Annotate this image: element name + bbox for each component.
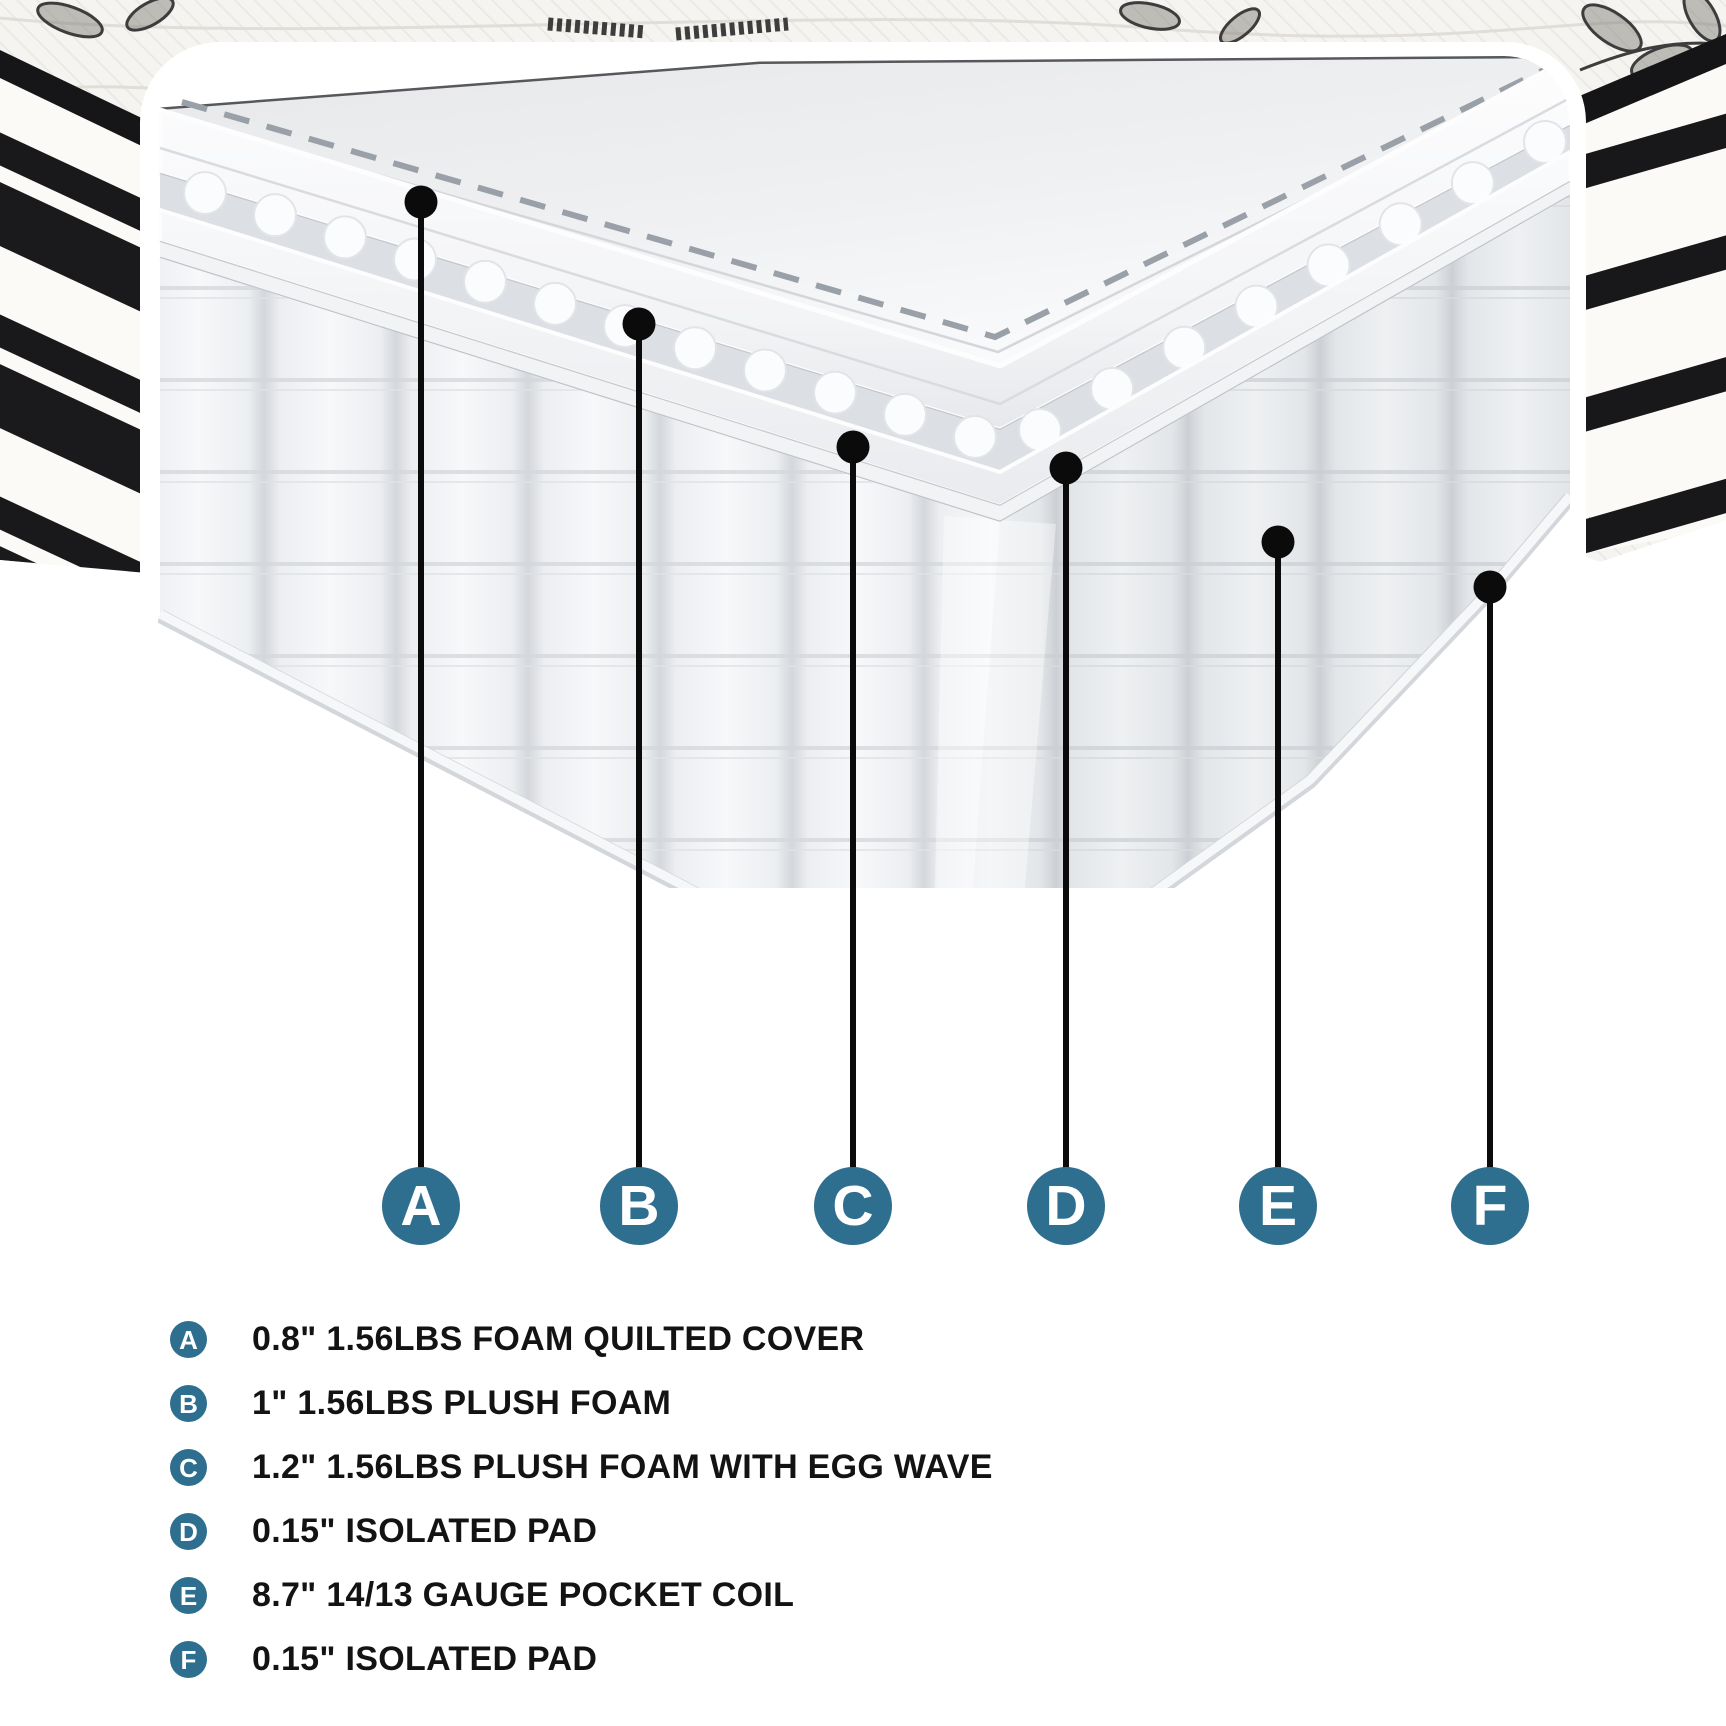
legend-description: 8.7" 14/13 GAUGE POCKET COIL [252,1576,795,1614]
egg-wave-bump [394,239,436,281]
callout-letter-badge: B [600,1167,678,1245]
legend-letter-badge: D [170,1513,207,1550]
callout-dot [837,431,870,464]
egg-wave-bump [814,372,856,414]
egg-wave-bump [324,216,366,258]
callout-letter-badge: F [1451,1167,1529,1245]
legend-item [170,1577,993,1614]
egg-wave-bump [464,261,506,303]
callout-dot [623,308,656,341]
legend [170,1321,993,1678]
callout-dot [1262,526,1295,559]
callout-letter-badge: D [1027,1167,1105,1245]
egg-wave-bump [744,349,786,391]
callout-letter-badge: A [382,1167,460,1245]
egg-wave-bump [184,172,226,214]
cross-section [140,58,1600,1080]
legend-letter-badge: B [170,1385,207,1422]
legend-item [170,1385,993,1422]
legend-description: 0.8" 1.56LBS FOAM QUILTED COVER [252,1320,865,1358]
legend-letter-badge: C [170,1449,207,1486]
legend-item [170,1321,993,1358]
egg-wave-bump [884,394,926,436]
legend-description: 0.15" ISOLATED PAD [252,1512,598,1550]
callout-letter-badge: C [814,1167,892,1245]
egg-wave-bump [674,327,716,369]
legend-item [170,1641,993,1678]
legend-item [170,1449,993,1486]
callout-letter-badge: E [1239,1167,1317,1245]
striped-side-right [1570,34,1726,556]
legend-description: 1.2" 1.56LBS PLUSH FOAM WITH EGG WAVE [252,1448,993,1486]
legend-description: 0.15" ISOLATED PAD [252,1640,598,1678]
legend-description: 1" 1.56LBS PLUSH FOAM [252,1384,672,1422]
egg-wave-bump [534,283,576,325]
legend-letter-badge: A [170,1321,207,1358]
legend-item [170,1513,993,1550]
legend-letter-badge: E [170,1577,207,1614]
legend-letter-badge: F [170,1641,207,1678]
egg-wave-bump [954,416,996,458]
callout-dot [1050,452,1083,485]
egg-wave-bump [254,194,296,236]
callout-dot [1474,571,1507,604]
striped-side-left [0,50,150,575]
callout-dot [405,186,438,219]
